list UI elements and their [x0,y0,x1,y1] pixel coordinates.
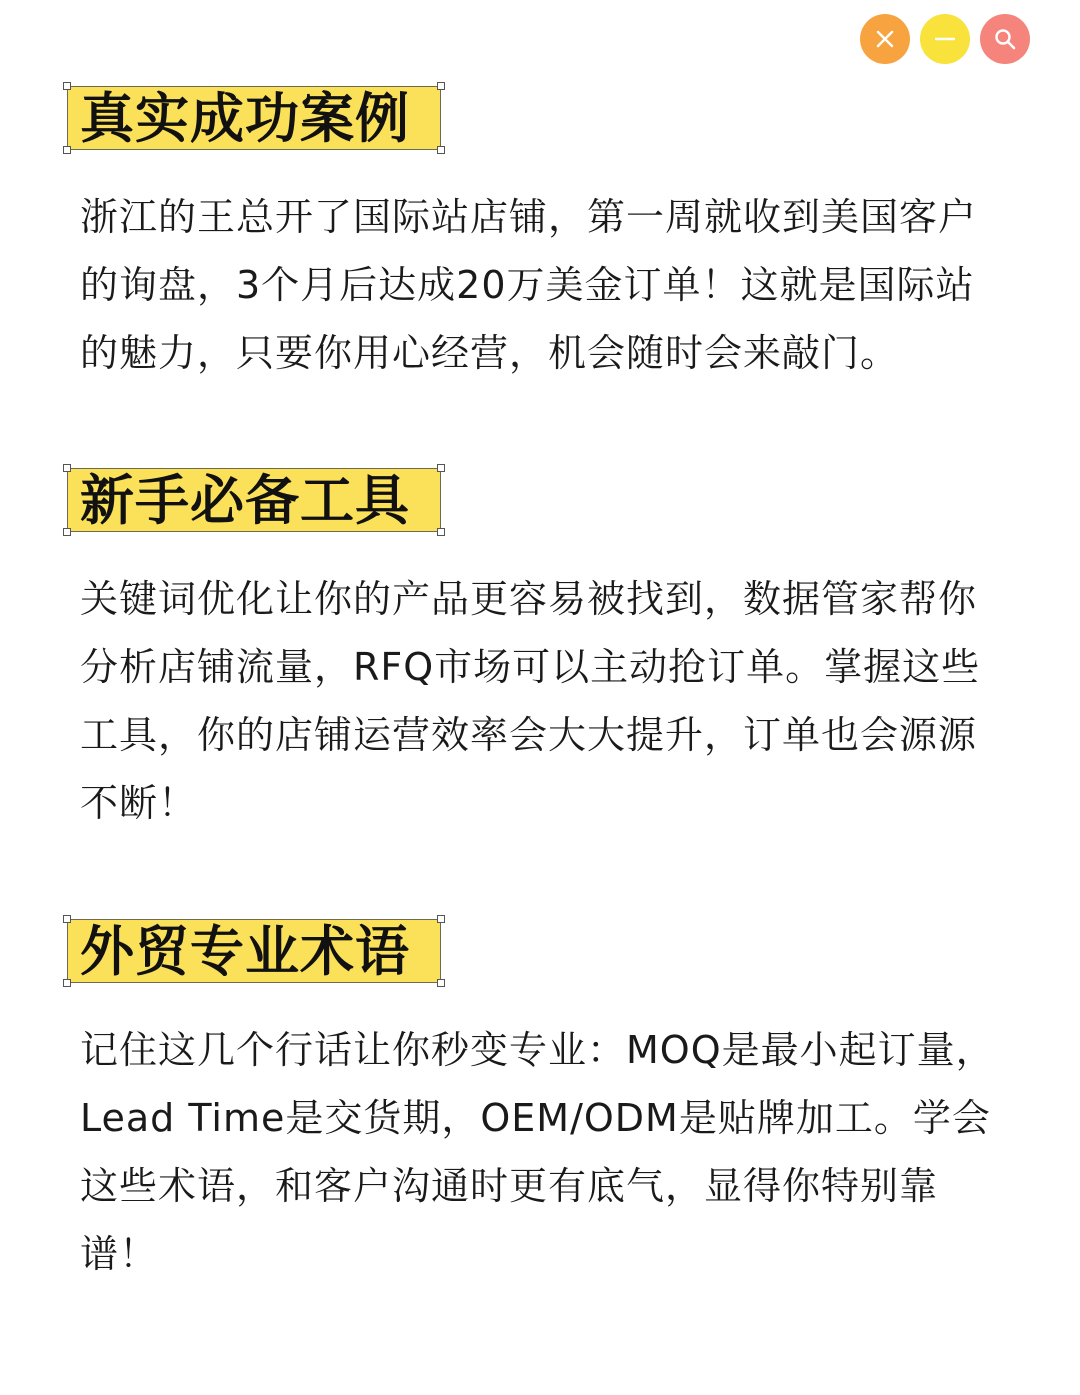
section-body: 浙江的王总开了国际站店铺，第一周就收到美国客户的询盘，3个月后达成20万美金订单！这就是国际站的魅力，只要你用心经营，机会随时会来敲门。 [80,195,978,375]
section-body: 记住这几个行话让你秒变专业：MOQ是最小起订量，Lead Time是交货期，OEM/ODM是贴牌加工。学会这些术语，和客户沟通时更有底气，显得你特别靠谱！ [80,1028,995,1276]
search-button[interactable] [980,14,1030,64]
selection-handle [437,464,445,472]
section-body: 关键词优化让你的产品更容易被找到，数据管家帮你分析店铺流量，RFQ市场可以主动抢订单。掌握这些工具，你的店铺运营效率会大大提升，订单也会源源不断！ [80,577,981,825]
selection-handle [437,82,445,90]
selection-handle [437,528,445,536]
selection-handle [63,915,71,923]
selection-handle [63,82,71,90]
section-heading: 新手必备工具 [80,469,410,532]
search-icon [994,28,1016,50]
section-heading-box [67,919,441,983]
section-heading: 真实成功案例 [80,87,410,150]
selection-handle [437,979,445,987]
selection-handle [63,528,71,536]
selection-handle [63,146,71,154]
minimize-button[interactable] [920,14,970,64]
section-heading-box [67,86,441,150]
selection-handle [437,915,445,923]
selection-handle [63,979,71,987]
minimize-icon [935,37,955,41]
selection-handle [437,146,445,154]
section-heading-box [67,468,441,532]
window-controls [860,14,1030,64]
close-icon [876,30,894,48]
section-heading: 外贸专业术语 [80,920,410,983]
close-button[interactable] [860,14,910,64]
selection-handle [63,464,71,472]
